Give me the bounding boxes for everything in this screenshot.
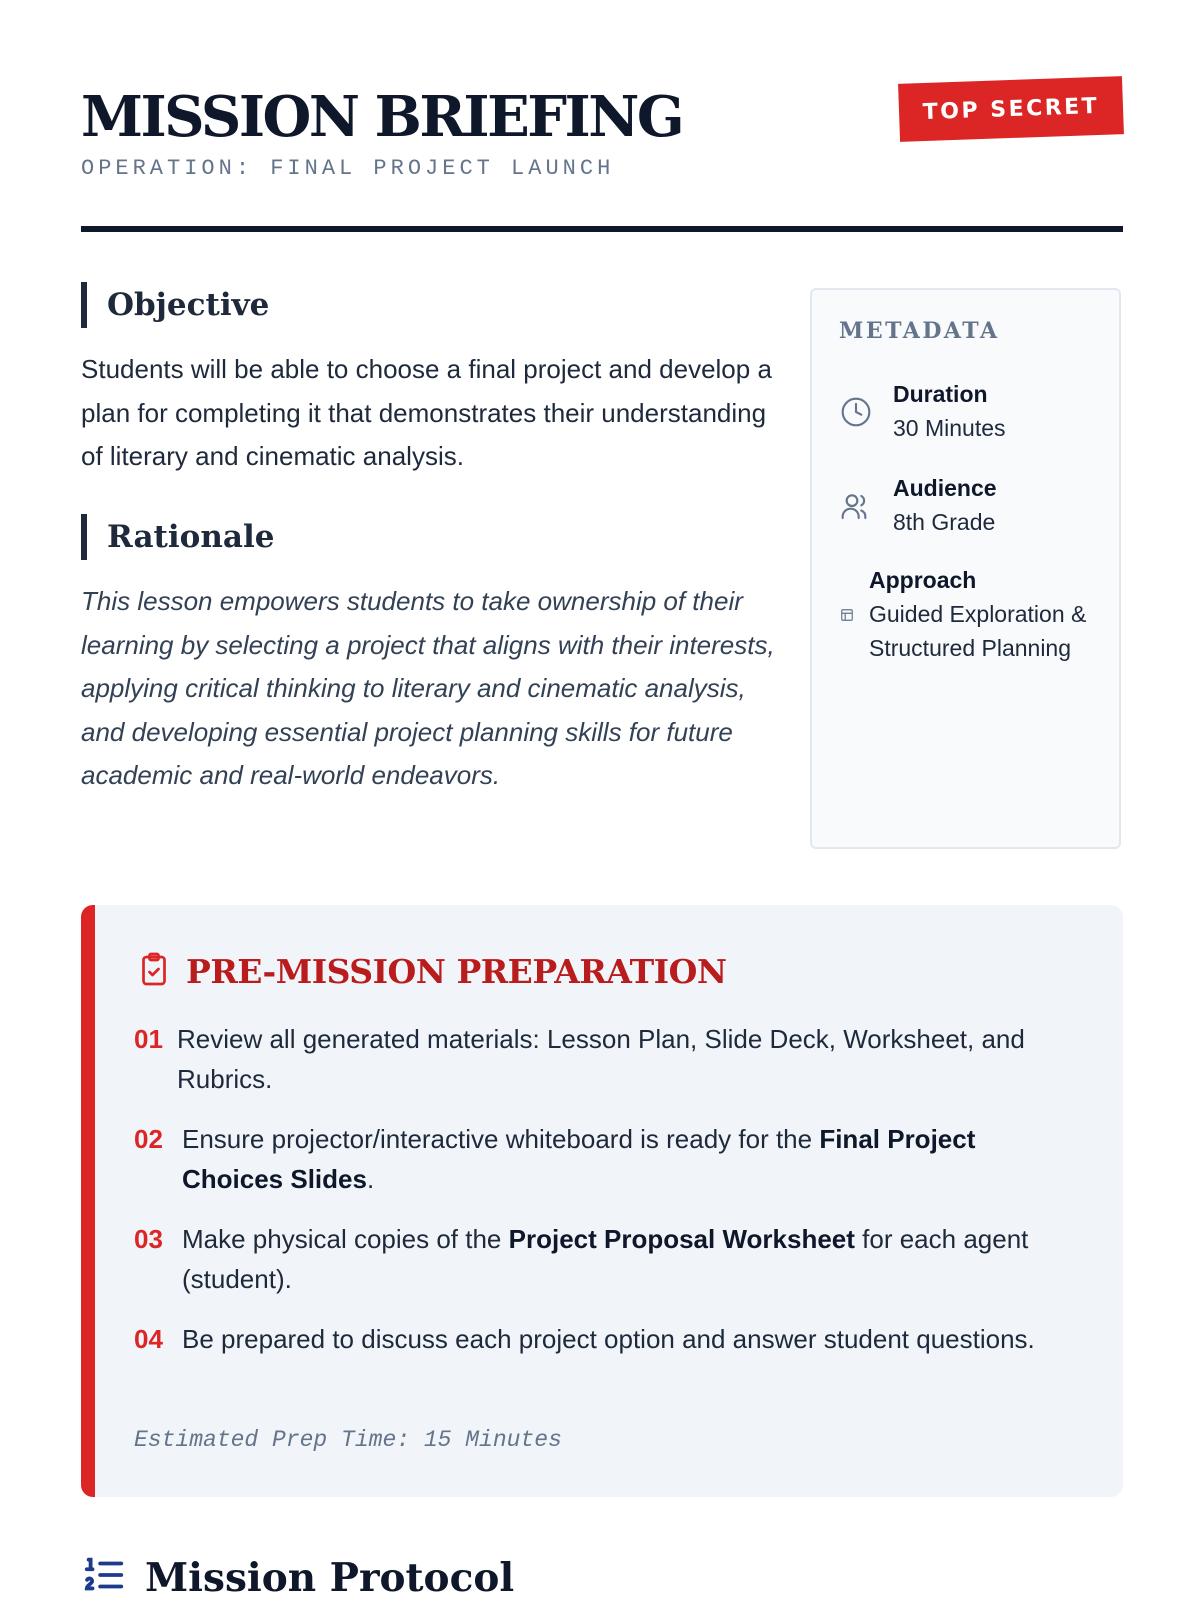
metadata-label: Audience [893, 475, 997, 501]
step-text: Make physical copies of the [182, 1224, 509, 1254]
protocol-title: Mission Protocol [145, 1554, 515, 1601]
prep-steps [134, 1019, 1069, 1379]
metadata-audience [839, 472, 997, 539]
metadata-duration [839, 378, 1006, 445]
clock-icon [839, 395, 873, 429]
document-page [81, 0, 1123, 1601]
list-item [134, 1219, 1069, 1299]
step-text-end: for each agent (student). [182, 1224, 1029, 1294]
list-item [134, 1319, 1069, 1359]
prep-header [136, 949, 726, 994]
step-text: Ensure projector/interactive whiteboard is ready for the [182, 1124, 820, 1154]
numbered-list-icon [81, 1552, 127, 1603]
metadata-panel [810, 288, 1121, 849]
list-item [134, 1019, 1069, 1099]
objective-heading: Objective [81, 282, 269, 328]
step-number: 01 [134, 1024, 163, 1054]
step-text-end: . [366, 1164, 375, 1194]
step-emphasis: Final Project Choices Slides [182, 1124, 976, 1194]
rationale-text: This lesson empowers students to take ownership of their learning by selecting a project that aligns with their interests, applying critical thinking to literary and cinematic analysis, and developing essential project planning skills for future academic and real-world endeavors. [81, 586, 775, 790]
metadata-label: Approach [869, 567, 977, 593]
step-number: 04 [134, 1324, 163, 1354]
step-emphasis: Project Proposal Worksheet [508, 1224, 855, 1254]
step-text: Review all generated materials: Lesson Plan, Slide Deck, Worksheet, and Rubrics. [177, 1024, 1025, 1094]
rationale-heading: Rationale [81, 514, 274, 560]
header [81, 0, 1123, 232]
list-item [134, 1119, 1069, 1199]
metadata-approach [839, 564, 1094, 665]
page-subtitle: OPERATION: FINAL PROJECT LAUNCH [81, 156, 615, 181]
prep-time: Estimated Prep Time: 15 Minutes [134, 1427, 562, 1453]
page-title: MISSION BRIEFING [81, 84, 683, 150]
pre-mission-preparation [81, 905, 1123, 1497]
step-number: 02 [134, 1124, 163, 1154]
clipboard-check-icon [136, 949, 172, 994]
step-text: Be prepared to discuss each project option and answer student questions. [182, 1324, 1035, 1354]
accent-bar [81, 905, 95, 1497]
metadata-label: Duration [893, 381, 988, 407]
metadata-value: Guided Exploration & Structured Planning [869, 601, 1087, 661]
metadata-value: 30 Minutes [893, 415, 1006, 441]
mission-protocol-heading [81, 1552, 514, 1603]
metadata-value: 8th Grade [893, 509, 996, 535]
step-number: 03 [134, 1224, 163, 1254]
prep-title: PRE-MISSION PREPARATION [186, 952, 727, 991]
users-icon [839, 489, 873, 523]
top-secret-stamp: TOP SECRET [898, 76, 1124, 142]
objective-text: Students will be able to choose a final project and develop a plan for completing it that demonstrates their understanding of literary and cinematic analysis. [81, 354, 772, 471]
layout-icon [839, 598, 855, 632]
header-divider [81, 226, 1123, 232]
metadata-title: METADATA [839, 318, 1000, 344]
